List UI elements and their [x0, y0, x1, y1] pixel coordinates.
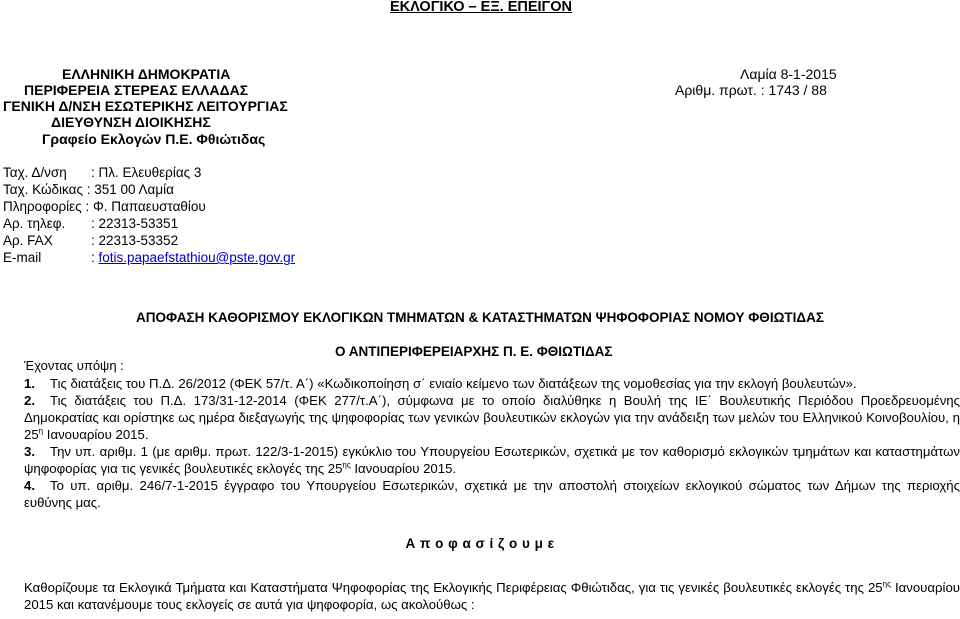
contact-email-prefix: : [91, 250, 99, 265]
item-text: Τις διατάξεις του Π.Δ. 26/2012 (ΦΕΚ 57/τ. Α΄) «Κωδικοποίηση σ΄ ενιαίο κείμενο των διατάξεων της νομοθεσίας για την εκλογή βουλευτών». [50, 376, 857, 391]
urgent-banner: ΕΚΛΟΓΙΚΟ – ΕΞ. ΕΠΕΙΓΟΝ [390, 0, 573, 15]
contact-postcode [3, 182, 174, 197]
item-tail: Ιανουαρίου 2015. [43, 427, 149, 442]
authority-line-4: ΔΙΕΥΘΥΝΣΗ ΔΙΟΙΚΗΣΗΣ [51, 114, 211, 130]
place-date: Λαμία 8-1-2015 [740, 66, 837, 82]
contact-address [3, 165, 201, 180]
contact-info-label: Πληροφορίες [3, 199, 82, 214]
legal-basis-item-2 [24, 392, 960, 443]
item-superscript: ης [342, 460, 351, 470]
legal-basis-item-1 [24, 375, 960, 392]
contact-fax [3, 233, 178, 248]
protocol-number: Αριθμ. πρωτ. : 1743 / 88 [675, 82, 827, 98]
item-text: Την υπ. αριθμ. 1 (με αριθμ. πρωτ. 122/3-1-2015) εγκύκλιο του Υπουργείου Εσωτερικών, σχετικά με τον καθορισμό εκλογικών τμημάτων και καταστημάτων ψηφοφορίας για τις γενικές βουλευτικές εκλογές της 25 [24, 444, 960, 476]
item-tail: Ιανουαρίου 2015. [350, 461, 457, 476]
authority-line-2: ΠΕΡΙΦΕΡΕΙΑ ΣΤΕΡΕΑΣ ΕΛΛΑΔΑΣ [24, 82, 249, 98]
contact-info-value: : Φ. Παπαευσταθίου [85, 199, 206, 214]
contact-fax-value: : 22313-53352 [91, 233, 179, 248]
item-number: 3. [24, 444, 35, 459]
item-number: 1. [24, 376, 35, 391]
closing-tail: Ιανουαρίου 2015 και κατανέμουμε τους εκλογείς σε αυτά για ψηφοφορία, ως ακολούθως : [24, 580, 960, 612]
authority-line-1: ΕΛΛΗΝΙΚΗ ΔΗΜΟΚΡΑΤΙΑ [62, 66, 231, 82]
closing-paragraph [24, 579, 960, 613]
contact-email-label: E-mail [3, 250, 42, 265]
contact-email [3, 250, 295, 265]
authority-line-5: Γραφείο Εκλογών Π.Ε. Φθιώτιδας [42, 131, 266, 147]
contact-phone [3, 216, 178, 231]
contact-postcode-value: : 351 00 Λαμία [86, 182, 174, 197]
closing-superscript: ης [882, 579, 891, 589]
considering-label: Έχοντας υπόψη : [24, 358, 124, 373]
contact-info [3, 199, 206, 214]
legal-basis-item-3 [24, 443, 960, 477]
email-link[interactable]: fotis.papaefstathiou@pste.gov.gr [98, 250, 296, 265]
contact-postcode-label: Ταχ. Κώδικας [3, 182, 83, 197]
decision-title: ΑΠΟΦΑΣΗ ΚΑΘΟΡΙΣΜΟΥ ΕΚΛΟΓΙΚΩΝ ΤΜΗΜΑΤΩΝ & ΚΑΤΑΣΤΗΜΑΤΩΝ ΨΗΦΟΦΟΡΙΑΣ ΝΟΜΟΥ ΦΘΙΩΤΙΔΑΣ [136, 310, 824, 325]
contact-phone-value: : 22313-53351 [91, 216, 179, 231]
decide-heading: Α π ο φ α σ ί ζ ο υ μ ε [405, 536, 555, 551]
authority-line-3: ΓΕΝΙΚΗ Δ/ΝΣΗ ΕΣΩΤΕΡΙΚΗΣ ΛΕΙΤΟΥΡΓΙΑΣ [3, 98, 288, 114]
closing-text: Καθορίζουμε τα Εκλογικά Τμήματα και Καταστήματα Ψηφοφορίας της Εκλογικής Περιφέρειας Φθιώτιδας, για τις γενικές βουλευτικές εκλογές της 25 [24, 580, 883, 595]
item-superscript: η [38, 426, 44, 436]
item-text: Το υπ. αριθμ. 246/7-1-2015 έγγραφο του Υπουργείου Εσωτερικών, σχετικά με την αποστολή στοιχείων εκλογικού σώματος των Δήμων της περιοχής ευθύνης μας. [24, 478, 960, 510]
legal-basis-item-4 [24, 477, 960, 511]
contact-address-label: Ταχ. Δ/νση [3, 165, 67, 180]
contact-phone-label: Αρ. τηλεφ. [3, 216, 66, 231]
contact-address-value: : Πλ. Ελευθερίας 3 [91, 165, 202, 180]
item-text: Τις διατάξεις του Π.Δ. 173/31-12-2014 (ΦΕΚ 277/τ.Α΄), σύμφωνα με το οποίο διαλύθηκε η Βουλή της ΙΕ΄ Βουλευτικής Περιόδου Προεδρευομένης Δημοκρατίας και ορίστηκε ως ημέρα διεξαγωγής της ψηφοφορίας των γενικών βουλευτικών εκλογών για την ανάδειξη των μελών του Ελληνικού Κοινοβουλίου, η 25 [24, 393, 960, 442]
item-number: 2. [24, 393, 35, 408]
decision-subtitle: Ο ΑΝΤΙΠΕΡΙΦΕΡΕΙΑΡΧΗΣ Π. Ε. ΦΘΙΩΤΙΔΑΣ [335, 344, 613, 359]
contact-fax-label: Αρ. FAX [3, 233, 53, 248]
item-number: 4. [24, 478, 35, 493]
